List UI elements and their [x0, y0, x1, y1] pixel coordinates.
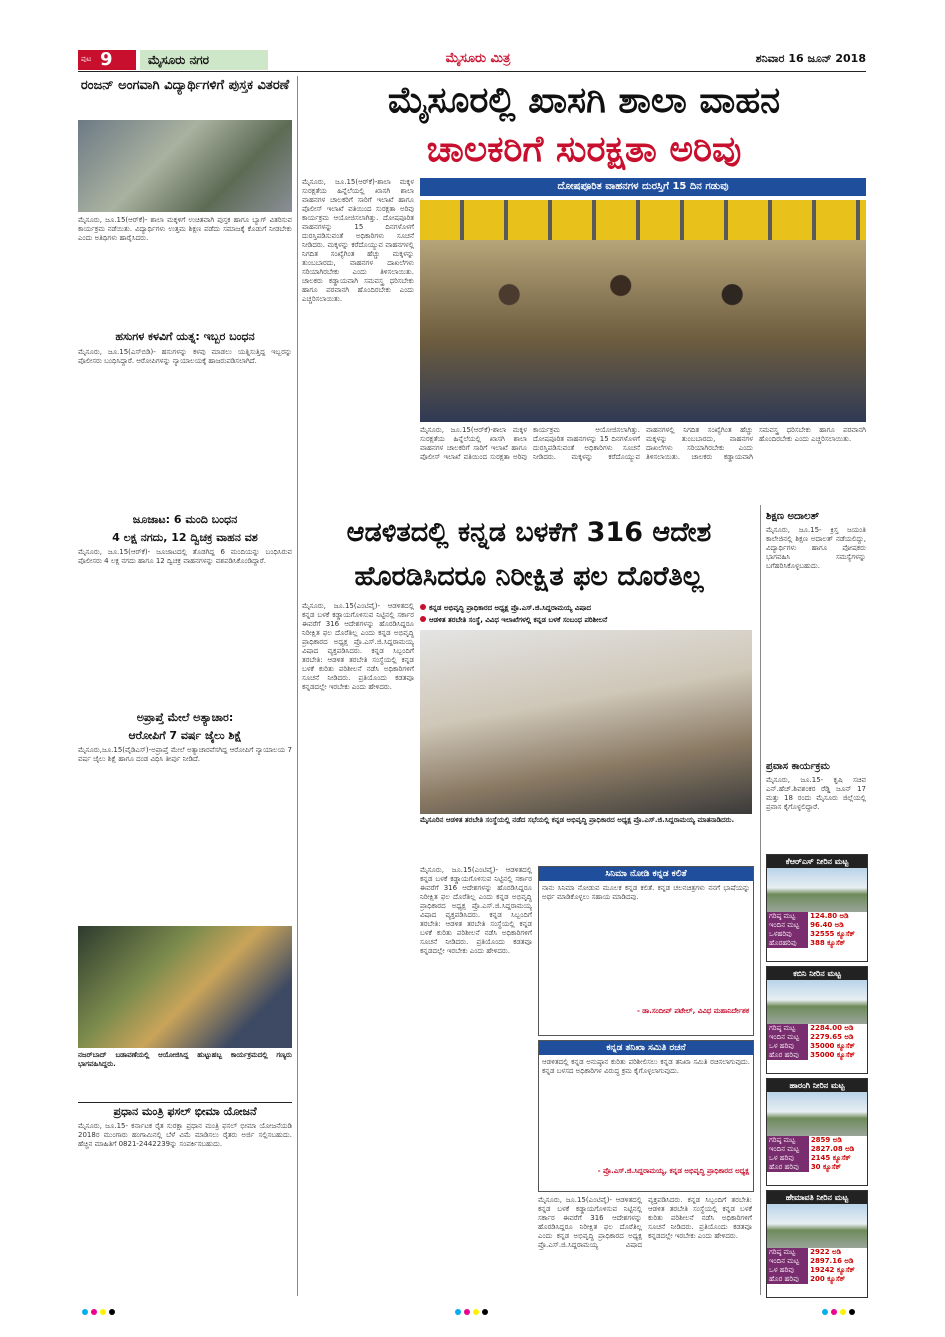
page-number: 9 [100, 49, 113, 70]
story-body: ಮೈಸೂರು, ಜೂ.15- ಕೃಷಿ ಸಚಿವ ಎನ್.ಹೆಚ್.ಶಿವಶಂಕರ ರೆಡ್ಡಿ ಜೂನ್ 17 ಮತ್ತು 18 ರಂದು ಮೈಸೂರು ಜಿಲ್ಲೆಯಲ್ಲಿ ಪ್ರವಾಸ ಕೈಗೊಳ್ಳಲಿದ್ದಾರೆ. [766, 776, 866, 811]
black-dot-icon [482, 1309, 488, 1315]
dam-title: ಹಾರಂಗಿ ನೀರಿನ ಮಟ್ಟ [767, 1079, 867, 1092]
book-distribution-photo [78, 120, 292, 212]
bullet-item [420, 614, 756, 626]
box-credit: - ಡಾ.ಸಂದೀಪ್ ಪಟೇಲ್, ವಿವಿಧ ಮಹಾನಿರ್ದೇಶಕ [636, 1007, 749, 1015]
cyan-dot-icon [82, 1309, 88, 1315]
dam-row-label: ಹೊರ ಹರಿವು [767, 1051, 808, 1060]
lead-body: ಮೈಸೂರು, ಜೂ.15(ಆರ್‌ಕೆ)-ಶಾಲಾ ಮಕ್ಕಳ ಸುರಕ್ಷತೆಯ ಹಿನ್ನೆಲೆಯಲ್ಲಿ ಖಾಸಗಿ ಶಾಲಾ ವಾಹನಗಳ ಚಾಲಕರಿಗೆ ಸಾರಿಗೆ ಇಲಾಖೆ ಹಾಗೂ ಪೊಲೀಸ್ ಇಲಾಖೆ ವತಿಯಿಂದ ಸುರಕ್ಷತಾ ಅರಿವು ಕಾರ್ಯಕ್ರಮ ಆಯೋಜಿಸಲಾಗಿತ್ತು. ದೋಷಪೂರಿತ ವಾಹನಗಳನ್ನು 15 ದಿನಗಳೊಳಗೆ ದುರಸ್ತಿಪಡಿಸುವಂತೆ ಅಧಿಕಾರಿಗಳು ಸೂಚನೆ ನೀಡಿದರು. ಮಕ್ಕಳನ್ನು ಕರೆದೊಯ್ಯುವ ವಾಹನಗಳಲ್ಲಿ ನಿಗದಿತ ಸಂಖ್ಯೆಗಿಂತ ಹೆಚ್ಚು ಮಕ್ಕಳನ್ನು ತುಂಬಬಾರದು, ವಾಹನಗಳ ದಾಖಲೆಗಳು ಸರಿಯಾಗಿರಬೇಕು ಎಂದು ತಿಳಿಸಲಾಯಿತು. ಚಾಲಕರು ಕಡ್ಡಾಯವಾಗಿ ಸಮವಸ್ತ್ರ ಧರಿಸಬೇಕು ಹಾಗೂ ಪರವಾನಗಿ ಹೊಂದಿರಬೇಕು ಎಂದು ಎಚ್ಚರಿಸಲಾಯಿತು. [302, 178, 414, 303]
kannada-bullets [420, 602, 756, 628]
page-number-badge [78, 50, 136, 70]
lead-headline-line1: ಮೈಸೂರಲ್ಲಿ ಖಾಸಗಿ ಶಾಲಾ ವಾಹನ [387, 80, 781, 121]
section-label: ಮೈಸೂರು ನಗರ [140, 50, 268, 70]
dam-level-box [766, 1190, 868, 1298]
dam-row-value: 2827.08 ಅಡಿ [810, 1145, 855, 1153]
crowd [420, 240, 866, 422]
registration-marks-right [822, 1300, 858, 1319]
paper-name: ಮೈಸೂರು ಮಿತ್ರ [445, 51, 511, 66]
registration-marks-left [82, 1300, 118, 1319]
kannada-headline-line2: ಹೊರಡಿಸಿದರೂ ನಿರೀಕ್ಷಿತ ಫಲ ದೊರೆತಿಲ್ಲ [354, 561, 704, 592]
registration-marks-center [455, 1300, 491, 1319]
dam-table [767, 1248, 867, 1284]
box-credit: - ಪ್ರೊ.ಎಸ್.ಜಿ.ಸಿದ್ದರಾಮಯ್ಯ, ಕನ್ನಡ ಅಭಿವೃದ್ಧಿ ಪ್ರಾಧಿಕಾರದ ಅಧ್ಯಕ್ಷ [597, 1167, 749, 1175]
kannada-body-continued: ಮೈಸೂರು, ಜೂ.15(ಎಂಟಿವೈ)- ಆಡಳಿತದಲ್ಲಿ ಕನ್ನಡ ಬಳಕೆ ಕಡ್ಡಾಯಗೊಳಿಸುವ ನಿಟ್ಟಿನಲ್ಲಿ ಸರ್ಕಾರ ಈವರೆಗೆ 316 ಆದೇಶಗಳನ್ನು ಹೊರಡಿಸಿದ್ದರೂ ನಿರೀಕ್ಷಿತ ಫಲ ದೊರೆತಿಲ್ಲ ಎಂದು ಕನ್ನಡ ಅಭಿವೃದ್ಧಿ ಪ್ರಾಧಿಕಾರದ ಅಧ್ಯಕ್ಷ ಪ್ರೊ.ಎಸ್.ಜಿ.ಸಿದ್ದರಾಮಯ್ಯ ವಿಷಾದ ವ್ಯಕ್ತಪಡಿಸಿದರು. ಕನ್ನಡ ಸಿಬ್ಬಂದಿಗೆ ತರಬೇತಿ: ಆಡಳಿತ ತರಬೇತಿ ಸಂಸ್ಥೆಯಲ್ಲಿ ಕನ್ನಡ ಬಳಕೆ ಕುರಿತು ಪರಿಶೀಲನೆ ನಡೆಸಿ ಅಧಿಕಾರಿಗಳಿಗೆ ಸೂಚನೆ ನೀಡಿದರು. ಪ್ರತಿಯೊಂದು ಕಡತವೂ ಕನ್ನಡದಲ್ಲೇ ಇರಬೇಕು ಎಂದು ಹೇಳಿದರು. [538, 1196, 752, 1249]
story-title: ಜೂಜಾಟ: 6 ಮಂದಿ ಬಂಧನ [132, 513, 238, 526]
school-bus-drivers-photo [420, 200, 866, 422]
black-dot-icon [849, 1309, 855, 1315]
dam-title: ಹೇಮಾವತಿ ನೀರಿನ ಮಟ್ಟ [767, 1191, 867, 1204]
page-label: ಪುಟ [81, 55, 92, 63]
lead-subhead: ದೋಷಪೂರಿತ ವಾಹನಗಳ ದುರಸ್ತಿಗೆ 15 ದಿನ ಗಡುವು [420, 178, 866, 196]
dam-row-label: ಇಂದಿನ ಮಟ್ಟ [767, 1033, 808, 1042]
dam-row-label: ಇಂದಿನ ಮಟ್ಟ [767, 1145, 809, 1154]
dam-photo [767, 1092, 867, 1136]
dam-photo [767, 980, 867, 1024]
lead-body-continued: ಮೈಸೂರು, ಜೂ.15(ಆರ್‌ಕೆ)-ಶಾಲಾ ಮಕ್ಕಳ ಸುರಕ್ಷತೆಯ ಹಿನ್ನೆಲೆಯಲ್ಲಿ ಖಾಸಗಿ ಶಾಲಾ ವಾಹನಗಳ ಚಾಲಕರಿಗೆ ಸಾರಿಗೆ ಇಲಾಖೆ ಹಾಗೂ ಪೊಲೀಸ್ ಇಲಾಖೆ ವತಿಯಿಂದ ಸುರಕ್ಷತಾ ಅರಿವು ಕಾರ್ಯಕ್ರಮ ಆಯೋಜಿಸಲಾಗಿತ್ತು. ದೋಷಪೂರಿತ ವಾಹನಗಳನ್ನು 15 ದಿನಗಳೊಳಗೆ ದುರಸ್ತಿಪಡಿಸುವಂತೆ ಅಧಿಕಾರಿಗಳು ಸೂಚನೆ ನೀಡಿದರು. ಮಕ್ಕಳನ್ನು ಕರೆದೊಯ್ಯುವ ವಾಹನಗಳಲ್ಲಿ ನಿಗದಿತ ಸಂಖ್ಯೆಗಿಂತ ಹೆಚ್ಚು ಮಕ್ಕಳನ್ನು ತುಂಬಬಾರದು, ವಾಹನಗಳ ದಾಖಲೆಗಳು ಸರಿಯಾಗಿರಬೇಕು ಎಂದು ತಿಳಿಸಲಾಯಿತು. ಚಾಲಕರು ಕಡ್ಡಾಯವಾಗಿ ಸಮವಸ್ತ್ರ ಧರಿಸಬೇಕು ಹಾಗೂ ಪರವಾನಗಿ ಹೊಂದಿರಬೇಕು ಎಂದು ಎಚ್ಚರಿಸಲಾಯಿತು. [420, 426, 866, 461]
dam-row-label: ಗರಿಷ್ಠ ಮಟ್ಟ [767, 1248, 808, 1257]
dam-row-value: 388 ಕ್ಯೂಸೆಕ್ [810, 939, 846, 947]
kannada-story-headline [302, 510, 756, 600]
cyan-dot-icon [822, 1309, 828, 1315]
dam-row-value: 2922 ಅಡಿ [810, 1248, 842, 1256]
dam-row-label: ಒಳ ಹರಿವು [767, 1042, 808, 1051]
lead-headline [302, 76, 866, 176]
left-column [78, 76, 292, 1296]
story-title: ಶಿಕ್ಷಣ ಅದಾಲತ್ [766, 511, 820, 522]
dam-title: ಕೆಆರ್‌ಎಸ್ ನೀರಿನ ಮಟ್ಟ [767, 855, 867, 868]
dam-row-value: 124.80 ಅಡಿ [810, 912, 849, 920]
box-body: ನಾನು ಸಿನಿಮಾ ನೋಡುವ ಮೂಲಕ ಕನ್ನಡ ಕಲಿತೆ. ಕನ್ನಡ ಚಲನಚಿತ್ರಗಳು ನನಗೆ ಭಾಷೆಯನ್ನು ಅರ್ಥ ಮಾಡಿಕೊಳ್ಳಲು ಸಹಾಯ ಮಾಡಿದವು. [542, 884, 750, 901]
dam-row-value: 35000 ಕ್ಯೂಸೆಕ್ [810, 1042, 855, 1050]
dam-row-value: 96.40 ಅಡಿ [810, 921, 844, 929]
dam-row-label: ಹೊರ ಹರಿವು [767, 1163, 809, 1172]
dam-level-box [766, 966, 868, 1074]
black-dot-icon [109, 1309, 115, 1315]
photo-caption: ನಜರ್‌ಬಾದ್ ಬಡಾವಣೆಯಲ್ಲಿ ಆಯೋಜಿಸಿದ್ದ ಹುಟ್ಟುಹಬ್ಬ ಕಾರ್ಯಕ್ರಮದಲ್ಲಿ ಗಣ್ಯರು ಭಾಗವಹಿಸಿದ್ದರು. [78, 1051, 292, 1068]
masthead-rule [78, 71, 866, 72]
dam-row-label: ಇಂದಿನ ಮಟ್ಟ [767, 1257, 808, 1266]
sidebar-box [538, 1040, 754, 1192]
story-title: ಪ್ರವಾಸ ಕಾರ್ಯಕ್ರಮ [766, 761, 830, 772]
story-title: ಹಸುಗಳ ಕಳವಿಗೆ ಯತ್ನ: ಇಬ್ಬರ ಬಂಧನ [115, 330, 255, 343]
bullet-text: ಆಡಳಿತ ತರಬೇತಿ ಸಂಸ್ಥೆ, ವಿವಿಧ ಇಲಾಖೆಗಳಲ್ಲಿ ಕನ್ನಡ ಬಳಕೆ ಸಂಬಂಧ ಪರಿಶೀಲನೆ [429, 616, 608, 624]
story-subtitle: ಆರೋಪಿಗೆ 7 ವರ್ಷ ಜೈಲು ಶಿಕ್ಷೆ [128, 729, 242, 742]
dam-row-label: ಹೊರ ಹರಿವು [767, 1275, 808, 1284]
dam-row-value: 2145 ಕ್ಯೂಸೆಕ್ [810, 1154, 851, 1162]
dam-row-value: 2897.16 ಅಡಿ [810, 1257, 854, 1265]
story-body: ಮೈಸೂರು, ಜೂ.15(ಆರ್‌ಕೆ)- ಶಾಲಾ ಮಕ್ಕಳಿಗೆ ಉಚಿತವಾಗಿ ಪುಸ್ತಕ ಹಾಗೂ ಬ್ಯಾಗ್ ವಿತರಿಸುವ ಕಾರ್ಯಕ್ರಮ ನಡೆಯಿತು. ವಿದ್ಯಾರ್ಥಿಗಳು ಉತ್ತಮ ಶಿಕ್ಷಣ ಪಡೆದು ಸಮಾಜಕ್ಕೆ ಕೊಡುಗೆ ನೀಡಬೇಕು ಎಂದು ಅತಿಥಿಗಳು ಹಾರೈಸಿದರು. [78, 216, 292, 242]
bullet-icon [420, 616, 426, 622]
dam-photo [767, 868, 867, 912]
kannada-body-continued: ಮೈಸೂರು, ಜೂ.15(ಎಂಟಿವೈ)- ಆಡಳಿತದಲ್ಲಿ ಕನ್ನಡ ಬಳಕೆ ಕಡ್ಡಾಯಗೊಳಿಸುವ ನಿಟ್ಟಿನಲ್ಲಿ ಸರ್ಕಾರ ಈವರೆಗೆ 316 ಆದೇಶಗಳನ್ನು ಹೊರಡಿಸಿದ್ದರೂ ನಿರೀಕ್ಷಿತ ಫಲ ದೊರೆತಿಲ್ಲ ಎಂದು ಕನ್ನಡ ಅಭಿವೃದ್ಧಿ ಪ್ರಾಧಿಕಾರದ ಅಧ್ಯಕ್ಷ ಪ್ರೊ.ಎಸ್.ಜಿ.ಸಿದ್ದರಾಮಯ್ಯ ವಿಷಾದ ವ್ಯಕ್ತಪಡಿಸಿದರು. ಕನ್ನಡ ಸಿಬ್ಬಂದಿಗೆ ತರಬೇತಿ: ಆಡಳಿತ ತರಬೇತಿ ಸಂಸ್ಥೆಯಲ್ಲಿ ಕನ್ನಡ ಬಳಕೆ ಕುರಿತು ಪರಿಶೀಲನೆ ನಡೆಸಿ ಅಧಿಕಾರಿಗಳಿಗೆ ಸೂಚನೆ ನೀಡಿದರು. ಪ್ರತಿಯೊಂದು ಕಡತವೂ ಕನ್ನಡದಲ್ಲೇ ಇರಬೇಕು ಎಂದು ಹೇಳಿದರು. [420, 866, 532, 955]
story-body: ಮೈಸೂರು, ಜೂ.15- ಕ್ರಿಸ್ತ ಜಯಂತಿ ಕಾಲೇಜಿನಲ್ಲಿ ಶಿಕ್ಷಣ ಅದಾಲತ್ ನಡೆಯಲಿದ್ದು, ವಿದ್ಯಾರ್ಥಿಗಳು ಹಾಗೂ ಪೋಷಕರು ಭಾಗವಹಿಸಿ ಸಮಸ್ಯೆಗಳನ್ನು ಬಗೆಹರಿಸಿಕೊಳ್ಳಬಹುದು. [766, 526, 866, 570]
dam-row-label: ಗರಿಷ್ಠ ಮಟ್ಟ [767, 912, 808, 921]
dam-row-value: 2279.65 ಅಡಿ [810, 1033, 854, 1041]
story-title: ರಂಜನ್ ಅಂಗವಾಗಿ ವಿದ್ಯಾರ್ಥಿಗಳಿಗೆ ಪುಸ್ತಕ ವಿತರಣೆ [80, 78, 290, 93]
dam-table [767, 1024, 867, 1060]
magenta-dot-icon [464, 1309, 470, 1315]
cyan-dot-icon [455, 1309, 461, 1315]
box-title: ಸಿನಿಮಾ ನೋಡಿ ಕನ್ನಡ ಕಲಿತೆ [539, 867, 753, 881]
bullet-text: ಕನ್ನಡ ಅಭಿವೃದ್ಧಿ ಪ್ರಾಧಿಕಾರದ ಅಧ್ಯಕ್ಷ ಪ್ರೊ.ಎಸ್.ಜಿ.ಸಿದ್ದರಾಮಯ್ಯ ವಿಷಾದ [429, 604, 592, 612]
right-column [766, 510, 866, 1296]
yellow-dot-icon [100, 1309, 106, 1315]
dam-row-value: 35000 ಕ್ಯೂಸೆಕ್ [810, 1051, 855, 1059]
kannada-headline-line1: ಆಡಳಿತದಲ್ಲಿ ಕನ್ನಡ ಬಳಕೆಗೆ 316 ಆದೇಶ [346, 517, 712, 548]
column-separator [760, 505, 761, 1295]
dam-row-value: 2284.00 ಅಡಿ [810, 1024, 854, 1032]
dam-level-box [766, 854, 868, 962]
story-body: ಮೈಸೂರು, ಜೂ.15- ಕರ್ನಾಟಕ ರೈತ ಸುರಕ್ಷಾ ಪ್ರಧಾನ ಮಂತ್ರಿ ಫಸಲ್ ಭೀಮಾ ಯೋಜನೆಯಡಿ 2018ರ ಮುಂಗಾರು ಹಂಗಾಮಿನಲ್ಲಿ ಬೆಳೆ ವಿಮೆ ಮಾಡಿಸಲು ರೈತರು ಅರ್ಜಿ ಸಲ್ಲಿಸಬಹುದು. ಹೆಚ್ಚಿನ ಮಾಹಿತಿಗೆ 0821-2442239ನ್ನು ಸಂಪರ್ಕಿಸಬಹುದು. [78, 1122, 292, 1148]
masthead [78, 48, 866, 72]
dam-row-value: 30 ಕ್ಯೂಸೆಕ್ [810, 1163, 841, 1171]
kannada-body: ಮೈಸೂರು, ಜೂ.15(ಎಂಟಿವೈ)- ಆಡಳಿತದಲ್ಲಿ ಕನ್ನಡ ಬಳಕೆ ಕಡ್ಡಾಯಗೊಳಿಸುವ ನಿಟ್ಟಿನಲ್ಲಿ ಸರ್ಕಾರ ಈವರೆಗೆ 316 ಆದೇಶಗಳನ್ನು ಹೊರಡಿಸಿದ್ದರೂ ನಿರೀಕ್ಷಿತ ಫಲ ದೊರೆತಿಲ್ಲ ಎಂದು ಕನ್ನಡ ಅಭಿವೃದ್ಧಿ ಪ್ರಾಧಿಕಾರದ ಅಧ್ಯಕ್ಷ ಪ್ರೊ.ಎಸ್.ಜಿ.ಸಿದ್ದರಾಮಯ್ಯ ವಿಷಾದ ವ್ಯಕ್ತಪಡಿಸಿದರು. ಕನ್ನಡ ಸಿಬ್ಬಂದಿಗೆ ತರಬೇತಿ: ಆಡಳಿತ ತರಬೇತಿ ಸಂಸ್ಥೆಯಲ್ಲಿ ಕನ್ನಡ ಬಳಕೆ ಕುರಿತು ಪರಿಶೀಲನೆ ನಡೆಸಿ ಅಧಿಕಾರಿಗಳಿಗೆ ಸೂಚನೆ ನೀಡಿದರು. ಪ್ರತಿಯೊಂದು ಕಡತವೂ ಕನ್ನಡದಲ್ಲೇ ಇರಬೇಕು ಎಂದು ಹೇಳಿದರು. [302, 602, 414, 691]
story-body: ಮೈಸೂರು,ಜೂ.15(ವೈಡಿಎಸ್)-ಅಪ್ರಾಪ್ತೆ ಮೇಲೆ ಅತ್ಯಾಚಾರವೆಸಗಿದ್ದ ಆರೋಪಿಗೆ ನ್ಯಾಯಾಲಯ 7 ವರ್ಷ ಜೈಲು ಶಿಕ್ಷೆ ಹಾಗೂ ದಂಡ ವಿಧಿಸಿ ತೀರ್ಪು ನೀಡಿದೆ. [78, 746, 292, 763]
dam-row-value: 200 ಕ್ಯೂಸೆಕ್ [810, 1275, 846, 1283]
story-body: ಮೈಸೂರು, ಜೂ.15(ಆರ್‌ಕೆ)- ಜೂಜಾಟದಲ್ಲಿ ತೊಡಗಿದ್ದ 6 ಮಂದಿಯನ್ನು ಬಂಧಿಸಿರುವ ಪೊಲೀಸರು 4 ಲಕ್ಷ ನಗದು ಹಾಗೂ 12 ದ್ವಿಚಕ್ರ ವಾಹನಗಳನ್ನು ವಶಪಡಿಸಿಕೊಂಡಿದ್ದಾರೆ. [78, 548, 292, 565]
story-body: ಮೈಸೂರು, ಜೂ.15(ಎಸ್‌ಬಿಡಿ)- ಹಸುಗಳನ್ನು ಕಳವು ಮಾಡಲು ಯತ್ನಿಸುತ್ತಿದ್ದ ಇಬ್ಬರನ್ನು ಪೊಲೀಸರು ಬಂಧಿಸಿದ್ದಾರೆ. ಆರೋಪಿಗಳನ್ನು ನ್ಯಾಯಾಲಯಕ್ಕೆ ಹಾಜರುಪಡಿಸಲಾಗಿದೆ. [78, 348, 292, 365]
dam-title: ಕಬಿನಿ ನೀರಿನ ಮಟ್ಟ [767, 967, 867, 980]
magenta-dot-icon [91, 1309, 97, 1315]
dam-row-value: 19242 ಕ್ಯೂಸೆಕ್ [810, 1266, 855, 1274]
kannada-meeting-photo [420, 630, 752, 814]
bullet-item [420, 602, 756, 614]
yellow-dot-icon [840, 1309, 846, 1315]
dam-table [767, 912, 867, 948]
column-separator [297, 76, 298, 1296]
dam-row-value: 32555 ಕ್ಯೂಸೆಕ್ [810, 930, 855, 938]
dam-table [767, 1136, 867, 1172]
story-title: ಪ್ರಧಾನ ಮಂತ್ರಿ ಫಸಲ್ ಭೀಮಾ ಯೋಜನೆ [78, 1102, 292, 1121]
dam-row-label: ಗರಿಷ್ಠ ಮಟ್ಟ [767, 1024, 808, 1033]
dam-level-box [766, 1078, 868, 1186]
story-subtitle: 4 ಲಕ್ಷ ನಗದು, 12 ದ್ವಿಚಕ್ರ ವಾಹನ ವಶ [112, 531, 258, 544]
sidebar-box [538, 866, 754, 1036]
dam-row-value: 2859 ಅಡಿ [810, 1136, 842, 1144]
birthday-event-photo [78, 926, 292, 1048]
dam-row-label: ಇಂದಿನ ಮಟ್ಟ [767, 921, 808, 930]
magenta-dot-icon [831, 1309, 837, 1315]
school-bus-row [420, 200, 866, 240]
dam-photo [767, 1204, 867, 1248]
dam-row-label: ಗರಿಷ್ಠ ಮಟ್ಟ [767, 1136, 809, 1145]
story-title: ಅಪ್ರಾಪ್ತೆ ಮೇಲೆ ಅತ್ಯಾಚಾರ: [136, 711, 234, 724]
lead-headline-line2: ಚಾಲಕರಿಗೆ ಸುರಕ್ಷತಾ ಅರಿವು [426, 129, 742, 170]
dam-row-label: ಒಳ ಹರಿವು [767, 1266, 808, 1275]
bullet-icon [420, 604, 426, 610]
box-body: ಆಡಳಿತದಲ್ಲಿ ಕನ್ನಡ ಅನುಷ್ಠಾನ ಕುರಿತು ಪರಿಶೀಲಿಸಲು ಕನ್ನಡ ತನಿಖಾ ಸಮಿತಿ ರಚಿಸಲಾಗುವುದು. ಕನ್ನಡ ಬಳಸದ ಅಧಿಕಾರಿಗಳ ವಿರುದ್ಧ ಕ್ರಮ ಕೈಗೊಳ್ಳಲಾಗುವುದು. [542, 1058, 750, 1075]
dam-row-label: ಒಳಹರಿವು [767, 930, 808, 939]
photo-caption: ಮೈಸೂರಿನ ಆಡಳಿತ ತರಬೇತಿ ಸಂಸ್ಥೆಯಲ್ಲಿ ನಡೆದ ಸಭೆಯಲ್ಲಿ ಕನ್ನಡ ಅಭಿವೃದ್ಧಿ ಪ್ರಾಧಿಕಾರದ ಅಧ್ಯಕ್ಷ ಪ್ರೊ.ಎಸ್.ಜಿ.ಸಿದ್ದರಾಮಯ್ಯ ಮಾತನಾಡಿದರು. [420, 816, 735, 824]
box-title: ಕನ್ನಡ ತನಿಖಾ ಸಮಿತಿ ರಚನೆ [539, 1041, 753, 1055]
dam-row-label: ಹೊರಹರಿವು [767, 939, 808, 948]
yellow-dot-icon [473, 1309, 479, 1315]
dam-row-label: ಒಳ ಹರಿವು [767, 1154, 809, 1163]
issue-date: ಶನಿವಾರ 16 ಜೂನ್ 2018 [755, 52, 866, 65]
